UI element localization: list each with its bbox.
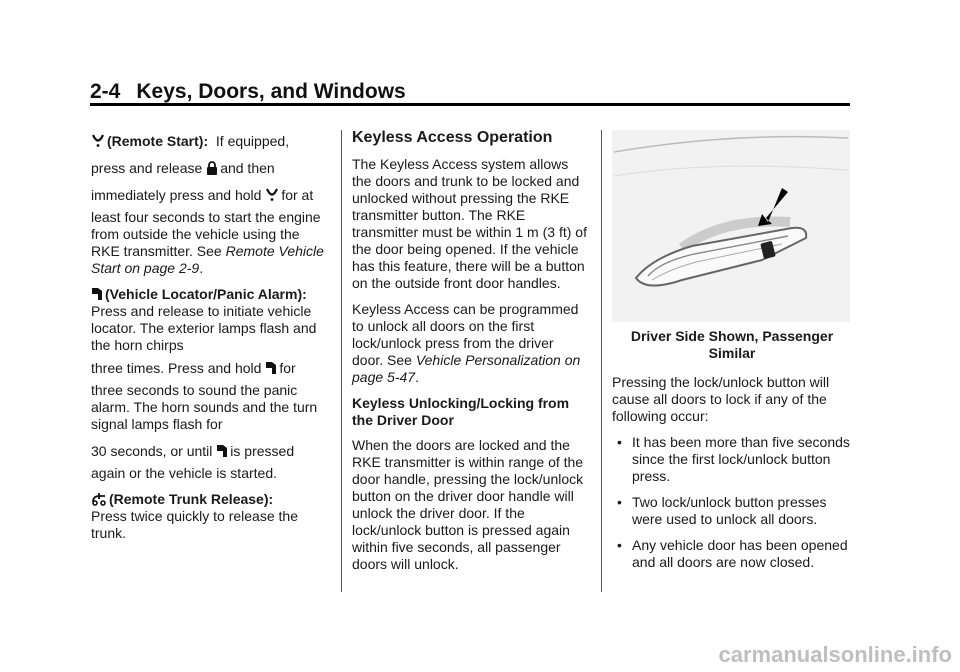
text: is pressed [230,443,295,459]
text: immediately press and hold [91,187,262,203]
list-item [612,434,852,485]
header-rule [90,103,850,106]
text: . [199,260,204,276]
text: three times. Press and hold [91,360,262,376]
link-remote-vehicle-start[interactable]: Remote Vehicle Start on page 2-9 [91,243,324,276]
section-heading: Keyless Access Operation [352,129,553,146]
vehicle-locator-cont-3 [91,438,327,465]
text: 30 seconds, or until [91,443,213,459]
link-vehicle-personalization[interactable]: Vehicle Personalization on page 5-47 [352,352,581,385]
text: Keyless Access can be programmed to unlock all doors on the first lock/unlock press from the driver door. See [352,301,579,368]
remote-start-paragraph [91,128,327,209]
bullet: • [617,494,622,510]
conditions-list [612,434,852,571]
column-2 [352,128,588,582]
column-3 [612,128,852,580]
page-title: Keys, Doors, and Windows [136,80,406,103]
watermark: carmanualsonline.info [718,642,952,667]
text: three seconds to sound the panic alarm. The horn sounds and the turn signal lamps flash for [91,382,318,432]
remote-start-paragraph-cont [91,209,327,277]
remote-start-label: (Remote Start): [107,133,209,149]
paragraph: Pressing the lock/unlock button will cause all doors to lock if any of the following occur: [612,374,830,424]
text: for [279,360,296,376]
text: and then [220,160,275,176]
paragraph [352,301,588,386]
list-item-text: Any vehicle door has been opened and all doors are now closed. [632,537,848,570]
list-item-text: Two lock/unlock button presses were used to unlock all doors. [632,494,827,527]
list-item [612,537,852,571]
trunk-release-icon [91,492,107,506]
text: Press twice quickly to release the trunk. [91,508,298,541]
remote-start-icon [91,134,105,148]
bullet: • [617,434,622,450]
text: If equipped, [215,133,290,149]
vehicle-locator-icon [265,361,277,375]
column-1 [91,128,327,551]
subsection-heading: Keyless Unlocking/Locking from the Driver Door [352,395,570,428]
trunk-release-label: (Remote Trunk Release): [109,491,274,507]
vehicle-locator-cont [91,355,327,382]
list-item-text: It has been more than five seconds since the first lock/unlock button press. [632,434,850,484]
text: press and release [91,160,203,176]
bullet: • [617,537,622,553]
list-item [612,494,852,528]
door-handle-illustration [612,130,850,322]
text: again or the vehicle is started. [91,465,277,481]
vehicle-locator-cont-2 [91,382,327,433]
column-divider-1 [341,130,342,592]
vehicle-locator-label: (Vehicle Locator/Panic Alarm): [105,286,307,302]
page-number: 2-4 [90,80,121,103]
vehicle-locator-icon [91,287,103,301]
door-handle-figure [612,130,850,322]
paragraph: The Keyless Access system allows the doors and trunk to be locked and unlocked without pressing the RKE transmitter button. The RKE transmitter must be within 1 m (3 ft) of the door being opened. If the vehicle has this feature, there will be a button on the outside front door handles. [352,156,587,291]
text: Press and release to initiate vehicle locator. The exterior lamps flash and the horn chirps [91,303,317,353]
lock-icon [206,161,218,175]
trunk-release-paragraph [91,491,327,542]
vehicle-locator-cont-4 [91,465,327,482]
column-divider-2 [601,130,602,592]
remote-start-icon [265,188,279,202]
figure-caption: Driver Side Shown, Passenger Similar [630,328,834,361]
paragraph: When the doors are locked and the RKE transmitter is within range of the door handle, pressing the lock/unlock button on the driver door handle will unlock the driver door. If the lock/unlock button is pressed again within five seconds, all passenger doors will unlock. [352,437,584,572]
page-header [90,80,406,104]
text: for at [281,187,314,203]
text: . [415,369,419,385]
vehicle-locator-paragraph [91,286,327,354]
text: least four seconds to start the engine from outside the vehicle using the RKE transmitter. See [91,209,321,259]
vehicle-locator-icon [216,444,228,458]
